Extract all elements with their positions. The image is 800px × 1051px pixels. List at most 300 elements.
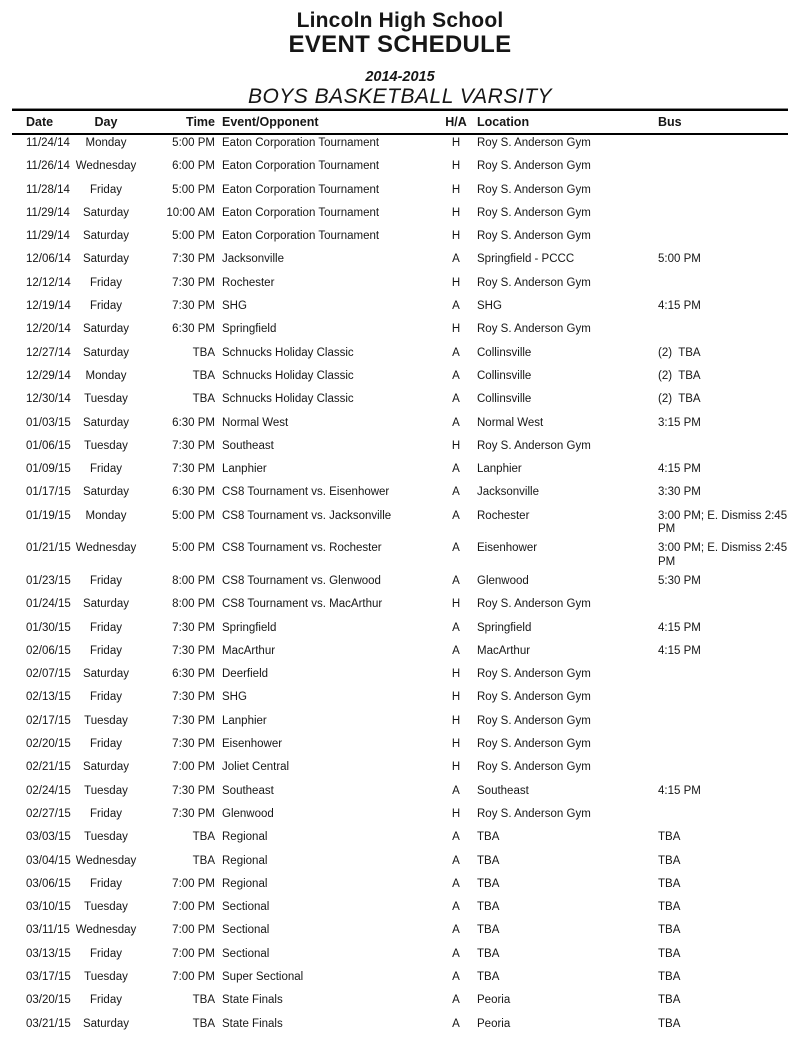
cell-location: Roy S. Anderson Gym xyxy=(477,183,591,196)
cell-event: MacArthur xyxy=(222,644,276,657)
table-row xyxy=(0,876,800,899)
cell-time: 5:00 PM xyxy=(172,230,215,243)
cell-location: TBA xyxy=(477,877,500,890)
cell-ha: H xyxy=(451,230,461,243)
cell-day: Friday xyxy=(90,183,122,196)
cell-day: Tuesday xyxy=(84,901,128,914)
table-row xyxy=(0,205,800,228)
cell-date: 11/26/14 xyxy=(26,160,70,173)
table-row xyxy=(0,540,800,573)
cell-location: Roy S. Anderson Gym xyxy=(477,206,591,219)
table-row xyxy=(0,275,800,298)
table-row xyxy=(0,829,800,852)
cell-ha: H xyxy=(451,738,461,751)
table-row xyxy=(0,415,800,438)
cell-time: 6:30 PM xyxy=(172,486,215,499)
cell-time: 6:30 PM xyxy=(172,416,215,429)
cell-date: 01/24/15 xyxy=(26,598,71,611)
cell-date: 01/19/15 xyxy=(26,509,71,522)
cell-location: TBA xyxy=(477,924,500,937)
table-row xyxy=(0,135,800,158)
cell-day: Tuesday xyxy=(84,784,128,797)
cell-ha: A xyxy=(452,970,460,983)
cell-location: Roy S. Anderson Gym xyxy=(477,276,591,289)
cell-ha: A xyxy=(452,346,460,359)
cell-day: Monday xyxy=(85,509,127,522)
cell-date: 12/27/14 xyxy=(26,346,71,359)
cell-day: Friday xyxy=(90,994,122,1007)
cell-time: 7:30 PM xyxy=(172,644,215,657)
cell-date: 12/29/14 xyxy=(26,369,71,382)
cell-bus: 4:15 PM xyxy=(658,300,701,313)
cell-time: 7:30 PM xyxy=(172,807,215,820)
cell-time: TBA xyxy=(192,831,215,844)
table-row xyxy=(0,438,800,461)
cell-time: 7:30 PM xyxy=(172,691,215,704)
cell-ha: A xyxy=(452,784,460,797)
cell-event: Regional xyxy=(222,877,268,890)
table-row xyxy=(0,922,800,945)
cell-ha: A xyxy=(452,994,460,1007)
cell-bus: 4:15 PM xyxy=(658,463,701,476)
page-title: EVENT SCHEDULE xyxy=(288,31,512,58)
cell-event: Southeast xyxy=(222,784,274,797)
cell-date: 01/23/15 xyxy=(26,574,71,587)
cell-ha: H xyxy=(451,714,461,727)
cell-date: 01/03/15 xyxy=(26,416,71,429)
cell-ha: A xyxy=(452,463,460,476)
cell-location: Roy S. Anderson Gym xyxy=(477,439,591,452)
cell-location: Springfield xyxy=(477,621,532,634)
cell-date: 01/09/15 xyxy=(26,463,71,476)
cell-bus: TBA xyxy=(658,831,681,844)
cell-location: MacArthur xyxy=(477,644,531,657)
cell-event: Sectional xyxy=(222,924,270,937)
column-header-bus: Bus xyxy=(658,115,682,129)
cell-time: 7:30 PM xyxy=(172,253,215,266)
cell-bus: 3:30 PM xyxy=(658,486,701,499)
cell-day: Wednesday xyxy=(75,924,137,937)
cell-ha: H xyxy=(451,598,461,611)
cell-bus: 4:15 PM xyxy=(658,784,701,797)
column-header-day: Day xyxy=(94,115,118,129)
cell-date: 11/24/14 xyxy=(26,137,70,149)
cell-day: Saturday xyxy=(82,346,130,359)
cell-location: TBA xyxy=(477,854,500,867)
cell-time: 10:00 AM xyxy=(166,206,215,219)
cell-date: 02/13/15 xyxy=(26,691,71,704)
cell-time: TBA xyxy=(192,346,215,359)
cell-ha: A xyxy=(452,901,460,914)
cell-ha: H xyxy=(451,183,461,196)
cell-time: 7:00 PM xyxy=(172,970,215,983)
cell-time: 7:00 PM xyxy=(172,901,215,914)
cell-event: Joliet Central xyxy=(222,761,290,774)
table-row xyxy=(0,643,800,666)
cell-event: Eaton Corporation Tournament xyxy=(222,183,380,196)
cell-date: 01/17/15 xyxy=(26,486,71,499)
cell-time: 5:00 PM xyxy=(172,183,215,196)
cell-event: Eaton Corporation Tournament xyxy=(222,206,380,219)
cell-time: 7:30 PM xyxy=(172,276,215,289)
cell-date: 01/06/15 xyxy=(26,439,71,452)
cell-date: 02/06/15 xyxy=(26,644,71,657)
cell-day: Saturday xyxy=(82,416,130,429)
cell-day: Wednesday xyxy=(75,854,137,867)
cell-location: Lanphier xyxy=(477,463,522,476)
cell-location: Rochester xyxy=(477,509,530,522)
cell-event: Eaton Corporation Tournament xyxy=(222,160,380,173)
cell-event: CS8 Tournament vs. Jacksonville xyxy=(222,509,392,522)
cell-location: Roy S. Anderson Gym xyxy=(477,668,591,681)
cell-day: Friday xyxy=(90,877,122,890)
cell-day: Friday xyxy=(90,463,122,476)
cell-time: 8:00 PM xyxy=(172,598,215,611)
cell-location: Roy S. Anderson Gym xyxy=(477,807,591,820)
cell-ha: A xyxy=(452,369,460,382)
table-row xyxy=(0,1016,800,1039)
cell-ha: A xyxy=(452,1017,460,1030)
cell-day: Saturday xyxy=(82,230,130,243)
cell-location: Southeast xyxy=(477,784,529,797)
cell-date: 03/10/15 xyxy=(26,901,71,914)
cell-bus: 5:00 PM xyxy=(658,253,701,266)
cell-ha: H xyxy=(451,668,461,681)
cell-date: 03/13/15 xyxy=(26,947,71,960)
cell-location: Peoria xyxy=(477,994,511,1007)
cell-ha: A xyxy=(452,621,460,634)
season-label: 2014-2015 xyxy=(365,69,435,85)
cell-date: 01/21/15 xyxy=(26,542,71,555)
cell-location: SHG xyxy=(477,300,502,313)
cell-ha: H xyxy=(451,206,461,219)
cell-bus: (2) TBA xyxy=(658,369,701,382)
cell-day: Friday xyxy=(90,738,122,751)
table-row xyxy=(0,251,800,274)
table-row xyxy=(0,368,800,391)
cell-event: Sectional xyxy=(222,901,270,914)
cell-location: TBA xyxy=(477,947,500,960)
cell-time: TBA xyxy=(192,393,215,406)
cell-event: Regional xyxy=(222,831,268,844)
cell-ha: A xyxy=(452,574,460,587)
cell-day: Saturday xyxy=(82,486,130,499)
cell-date: 03/04/15 xyxy=(26,854,71,867)
cell-day: Friday xyxy=(90,300,122,313)
cell-event: Sectional xyxy=(222,947,270,960)
cell-date: 03/06/15 xyxy=(26,877,71,890)
column-header-time: Time xyxy=(186,115,215,129)
column-header-date: Date xyxy=(26,115,54,129)
table-row xyxy=(0,946,800,969)
cell-location: Roy S. Anderson Gym xyxy=(477,230,591,243)
cell-day: Tuesday xyxy=(84,714,128,727)
cell-location: Roy S. Anderson Gym xyxy=(477,160,591,173)
table-row xyxy=(0,992,800,1015)
cell-event: Southeast xyxy=(222,439,274,452)
cell-time: 5:00 PM xyxy=(172,509,215,522)
cell-ha: A xyxy=(452,831,460,844)
table-row xyxy=(0,759,800,782)
cell-event: Rochester xyxy=(222,276,275,289)
cell-bus: TBA xyxy=(658,901,681,914)
cell-date: 02/21/15 xyxy=(26,761,71,774)
cell-day: Saturday xyxy=(82,668,130,681)
cell-time: 7:00 PM xyxy=(172,877,215,890)
cell-day: Tuesday xyxy=(84,439,128,452)
cell-ha: H xyxy=(451,276,461,289)
cell-date: 11/29/14 xyxy=(26,206,70,219)
cell-date: 03/17/15 xyxy=(26,970,71,983)
cell-bus: 5:30 PM xyxy=(658,574,701,587)
cell-time: 5:00 PM xyxy=(172,137,215,149)
table-row xyxy=(0,321,800,344)
column-header-event: Event/Opponent xyxy=(222,115,319,129)
cell-bus: TBA xyxy=(658,947,681,960)
cell-ha: A xyxy=(452,644,460,657)
cell-bus: 4:15 PM xyxy=(658,621,701,634)
team-label: BOYS BASKETBALL VARSITY xyxy=(247,85,553,108)
cell-time: 6:00 PM xyxy=(172,160,215,173)
cell-event: CS8 Tournament vs. MacArthur xyxy=(222,598,383,611)
cell-ha: A xyxy=(452,947,460,960)
cell-event: CS8 Tournament vs. Eisenhower xyxy=(222,486,390,499)
table-row xyxy=(0,298,800,321)
cell-day: Monday xyxy=(85,137,127,149)
cell-ha: A xyxy=(452,300,460,313)
cell-time: 7:00 PM xyxy=(172,947,215,960)
cell-day: Saturday xyxy=(82,1017,130,1030)
cell-event: Eaton Corporation Tournament xyxy=(222,230,380,243)
cell-bus: 4:15 PM xyxy=(658,644,701,657)
cell-event: SHG xyxy=(222,300,247,313)
cell-time: 7:30 PM xyxy=(172,784,215,797)
cell-day: Tuesday xyxy=(84,393,128,406)
cell-event: Schnucks Holiday Classic xyxy=(222,346,354,359)
cell-location: Eisenhower xyxy=(477,542,538,555)
cell-location: Glenwood xyxy=(477,574,529,587)
cell-event: Regional xyxy=(222,854,268,867)
cell-time: 7:30 PM xyxy=(172,621,215,634)
cell-day: Tuesday xyxy=(84,970,128,983)
cell-event: State Finals xyxy=(222,994,283,1007)
cell-location: Roy S. Anderson Gym xyxy=(477,691,591,704)
cell-date: 01/30/15 xyxy=(26,621,71,634)
cell-day: Saturday xyxy=(82,761,130,774)
cell-date: 03/20/15 xyxy=(26,994,71,1007)
cell-ha: H xyxy=(451,439,461,452)
cell-event: Deerfield xyxy=(222,668,269,681)
cell-ha: A xyxy=(452,416,460,429)
cell-bus: 3:00 PM; E. Dismiss 2:45 PM xyxy=(658,509,791,536)
table-row xyxy=(0,228,800,251)
cell-ha: A xyxy=(452,854,460,867)
cell-time: TBA xyxy=(192,854,215,867)
cell-bus: 3:15 PM xyxy=(658,416,701,429)
cell-location: Springfield - PCCC xyxy=(477,253,575,266)
cell-time: 7:30 PM xyxy=(172,714,215,727)
cell-location: Peoria xyxy=(477,1017,511,1030)
cell-event: Super Sectional xyxy=(222,970,304,983)
cell-date: 12/19/14 xyxy=(26,300,71,313)
cell-ha: A xyxy=(452,509,460,522)
cell-event: Jacksonville xyxy=(222,253,284,266)
cell-day: Monday xyxy=(85,369,127,382)
cell-date: 02/07/15 xyxy=(26,668,71,681)
cell-ha: A xyxy=(452,877,460,890)
cell-day: Friday xyxy=(90,621,122,634)
table-row xyxy=(0,899,800,922)
cell-event: Lanphier xyxy=(222,463,267,476)
table-row xyxy=(0,783,800,806)
cell-day: Friday xyxy=(90,276,122,289)
cell-date: 12/20/14 xyxy=(26,323,71,336)
cell-location: Jacksonville xyxy=(477,486,539,499)
cell-day: Saturday xyxy=(82,323,130,336)
cell-event: Eaton Corporation Tournament xyxy=(222,137,380,149)
table-row xyxy=(0,713,800,736)
cell-date: 11/28/14 xyxy=(26,183,70,196)
cell-day: Wednesday xyxy=(75,542,137,555)
cell-event: SHG xyxy=(222,691,247,704)
table-row xyxy=(0,158,800,181)
cell-ha: H xyxy=(451,761,461,774)
cell-bus: TBA xyxy=(658,877,681,890)
table-row xyxy=(0,508,800,541)
cell-day: Saturday xyxy=(82,206,130,219)
cell-date: 03/11/15 xyxy=(26,924,70,937)
cell-event: CS8 Tournament vs. Glenwood xyxy=(222,574,381,587)
cell-time: 7:00 PM xyxy=(172,761,215,774)
table-row xyxy=(0,391,800,414)
cell-ha: H xyxy=(451,323,461,336)
school-name: Lincoln High School xyxy=(296,9,504,32)
cell-event: Springfield xyxy=(222,323,277,336)
table-header-row xyxy=(0,111,800,133)
cell-date: 02/27/15 xyxy=(26,807,71,820)
table-row xyxy=(0,573,800,596)
cell-event: Schnucks Holiday Classic xyxy=(222,393,354,406)
cell-ha: H xyxy=(451,137,461,149)
cell-event: Eisenhower xyxy=(222,738,283,751)
cell-time: 6:30 PM xyxy=(172,668,215,681)
cell-bus: 3:00 PM; E. Dismiss 2:45 PM xyxy=(658,542,791,568)
cell-ha: H xyxy=(451,691,461,704)
cell-bus: TBA xyxy=(658,994,681,1007)
cell-day: Friday xyxy=(90,947,122,960)
cell-time: 7:30 PM xyxy=(172,738,215,751)
cell-location: Normal West xyxy=(477,416,544,429)
cell-ha: A xyxy=(452,542,460,555)
cell-time: 6:30 PM xyxy=(172,323,215,336)
cell-ha: H xyxy=(451,807,461,820)
cell-bus: TBA xyxy=(658,854,681,867)
cell-ha: A xyxy=(452,486,460,499)
cell-time: 7:30 PM xyxy=(172,463,215,476)
cell-day: Friday xyxy=(90,574,122,587)
cell-location: Collinsville xyxy=(477,393,532,406)
table-row xyxy=(0,689,800,712)
table-row xyxy=(0,853,800,876)
cell-event: CS8 Tournament vs. Rochester xyxy=(222,542,382,555)
cell-event: Lanphier xyxy=(222,714,267,727)
cell-time: TBA xyxy=(192,994,215,1007)
table-row xyxy=(0,969,800,992)
cell-event: State Finals xyxy=(222,1017,283,1030)
cell-day: Wednesday xyxy=(75,160,137,173)
column-header-location: Location xyxy=(477,115,530,129)
table-row xyxy=(0,345,800,368)
cell-event: Glenwood xyxy=(222,807,274,820)
cell-ha: A xyxy=(452,253,460,266)
cell-bus: TBA xyxy=(658,924,681,937)
table-row xyxy=(0,182,800,205)
cell-date: 02/17/15 xyxy=(26,714,71,727)
cell-event: Normal West xyxy=(222,416,289,429)
cell-time: 7:00 PM xyxy=(172,924,215,937)
table-row xyxy=(0,806,800,829)
cell-event: Springfield xyxy=(222,621,277,634)
cell-day: Tuesday xyxy=(84,831,128,844)
cell-location: Roy S. Anderson Gym xyxy=(477,738,591,751)
column-header-ha: H/A xyxy=(445,115,467,129)
cell-location: Roy S. Anderson Gym xyxy=(477,137,591,149)
cell-ha: A xyxy=(452,393,460,406)
cell-time: 5:00 PM xyxy=(172,542,215,555)
cell-date: 12/06/14 xyxy=(26,253,71,266)
cell-location: Roy S. Anderson Gym xyxy=(477,598,591,611)
cell-time: TBA xyxy=(192,1017,215,1030)
cell-location: Roy S. Anderson Gym xyxy=(477,714,591,727)
cell-day: Saturday xyxy=(82,598,130,611)
table-row xyxy=(0,736,800,759)
cell-date: 02/24/15 xyxy=(26,784,71,797)
cell-event: Schnucks Holiday Classic xyxy=(222,369,354,382)
cell-location: TBA xyxy=(477,970,500,983)
cell-ha: A xyxy=(452,924,460,937)
cell-bus: TBA xyxy=(658,970,681,983)
table-row xyxy=(0,666,800,689)
cell-bus: TBA xyxy=(658,1017,681,1030)
table-body xyxy=(0,135,800,1039)
cell-time: 7:30 PM xyxy=(172,300,215,313)
cell-date: 12/12/14 xyxy=(26,276,71,289)
cell-location: Collinsville xyxy=(477,346,532,359)
cell-date: 12/30/14 xyxy=(26,393,71,406)
cell-time: 7:30 PM xyxy=(172,439,215,452)
cell-date: 02/20/15 xyxy=(26,738,71,751)
table-row xyxy=(0,461,800,484)
cell-bus: (2) TBA xyxy=(658,393,701,406)
cell-day: Saturday xyxy=(82,253,130,266)
cell-location: TBA xyxy=(477,901,500,914)
cell-day: Friday xyxy=(90,644,122,657)
cell-day: Friday xyxy=(90,807,122,820)
cell-bus: (2) TBA xyxy=(658,346,701,359)
cell-ha: H xyxy=(451,160,461,173)
cell-date: 03/21/15 xyxy=(26,1017,71,1030)
table-row xyxy=(0,620,800,643)
cell-location: TBA xyxy=(477,831,500,844)
cell-location: Roy S. Anderson Gym xyxy=(477,323,591,336)
cell-location: Roy S. Anderson Gym xyxy=(477,761,591,774)
table-row xyxy=(0,596,800,619)
cell-date: 03/03/15 xyxy=(26,831,71,844)
cell-location: Collinsville xyxy=(477,369,532,382)
cell-time: TBA xyxy=(192,369,215,382)
cell-day: Friday xyxy=(90,691,122,704)
table-row xyxy=(0,484,800,507)
